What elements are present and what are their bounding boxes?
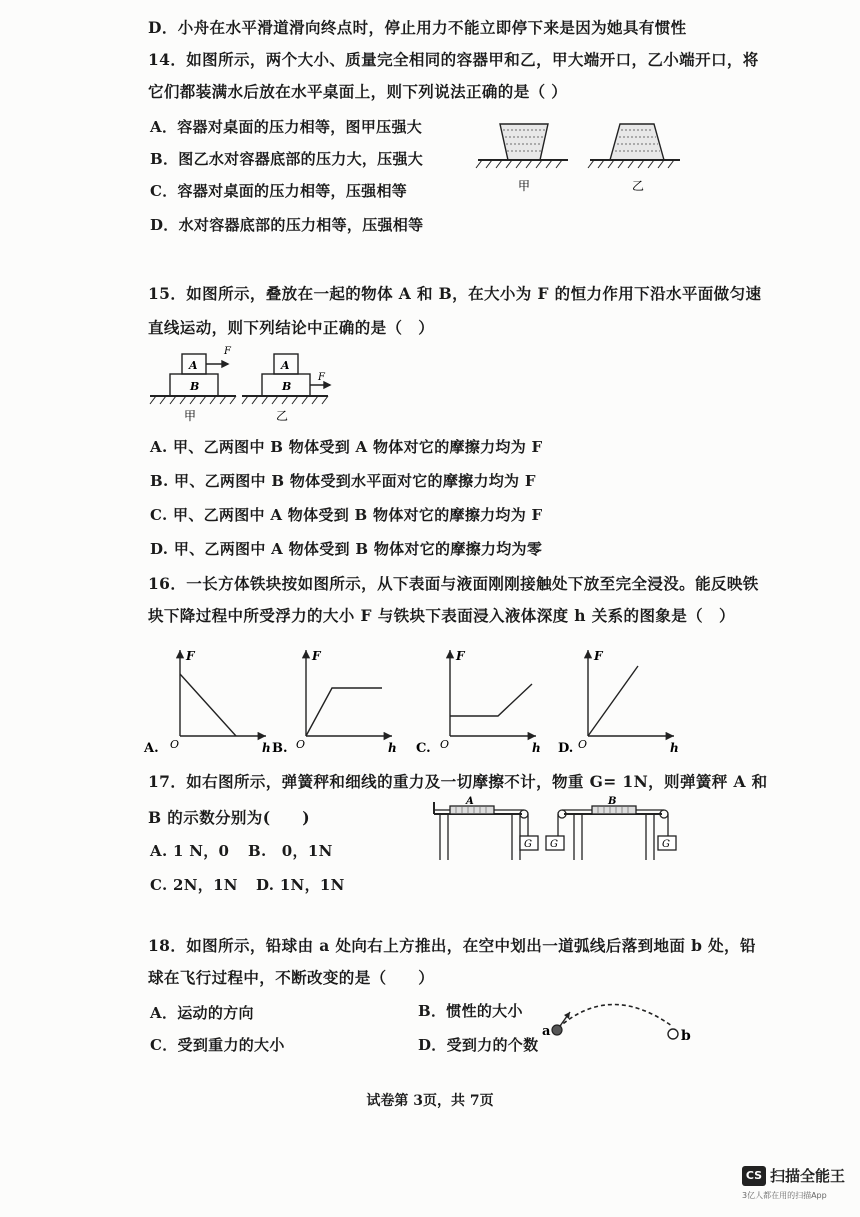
q17-weight-right: G — [662, 839, 670, 850]
q13-option-d: D．小舟在水平滑道滑向终点时，停止用力不能立即停下来是因为她具有惯性 — [148, 18, 687, 37]
q18-trajectory-figure — [540, 990, 700, 1050]
graph-a-curve — [180, 674, 236, 736]
q15-option-b: B. 甲、乙两图中 B 物体受到水平面对它的摩擦力均为 F — [150, 472, 536, 490]
page-footer: 试卷第 3页，共 7页 — [366, 1093, 494, 1109]
q17-option-d: D. 1N，1N — [256, 876, 345, 894]
scanner-app-name: 扫描全能王 — [770, 1167, 846, 1185]
graph-d-origin: O — [578, 738, 588, 751]
graph-d-y-label: F — [594, 649, 603, 663]
q14-label-yi: 乙 — [632, 179, 645, 193]
scanner-logo-badge: CS — [742, 1166, 766, 1186]
graph-c-y-label: F — [456, 649, 465, 663]
scanner-tagline: 3亿人都在用的扫描App — [742, 1191, 827, 1200]
q14-option-d: D．水对容器底部的压力相等，压强相等 — [150, 216, 424, 234]
graph-d-x-label: h — [670, 741, 679, 755]
q18-stem-line1: 18．如图所示，铅球由 a 处向右上方推出，在空中划出一道弧线后落到地面 b 处，铅 — [148, 936, 756, 955]
graph-d-option: D. — [558, 741, 574, 756]
q18-option-d: D．受到力的个数 — [418, 1036, 539, 1054]
q14-stem-line1: 14．如图所示，两个大小、质量完全相同的容器甲和乙，甲大端开口，乙小端开口，将 — [148, 50, 759, 69]
graph-b-option: B. — [272, 741, 288, 756]
q16-stem-line1: 16．一长方体铁块按如图所示，从下表面与液面刚刚接触处下放至完全浸没。能反映铁 — [148, 574, 759, 593]
q17-option-a: A. 1 N，0 — [150, 842, 230, 860]
q16-stem-line2: 块下降过程中所受浮力的大小 F 与铁块下表面浸入液体深度 h 关系的图象是（ ） — [148, 606, 735, 625]
q15-stem-line2: 直线运动，则下列结论中正确的是（ ） — [148, 318, 435, 337]
q15-jia-block-b: B — [190, 380, 200, 393]
q18-point-b: b — [681, 1028, 691, 1044]
q15-jia-force: F — [224, 346, 231, 357]
q14-option-c: C．容器对桌面的压力相等，压强相等 — [150, 182, 408, 200]
graph-b-x-label: h — [388, 741, 397, 755]
graph-b-y-label: F — [312, 649, 321, 663]
q17-stem-line2: B 的示数分别为( ) — [148, 808, 310, 827]
q15-yi-block-b: B — [282, 380, 292, 393]
q17-option-b: B. 0，1N — [248, 842, 333, 860]
q15-label-yi: 乙 — [276, 409, 289, 423]
graph-b-origin: O — [296, 738, 306, 751]
q14-option-b: B．图乙水对容器底部的压力大，压强大 — [150, 150, 424, 168]
graph-c-curve — [450, 684, 532, 716]
q18-option-b: B．惯性的大小 — [418, 1002, 523, 1020]
graph-c-origin: O — [440, 738, 450, 751]
q17-stem-line1: 17．如右图所示，弹簧秤和细线的重力及一切摩擦不计，物重 G= 1N，则弹簧秤 A 和 — [148, 772, 768, 791]
q15-yi-block-a: A — [281, 359, 290, 372]
graph-d-curve — [588, 666, 638, 736]
q17-scale-b-label: B — [608, 796, 617, 807]
q15-blocks-figure — [148, 342, 348, 434]
graph-a-x-label: h — [262, 741, 271, 755]
graph-a-option: A. — [144, 741, 159, 756]
q17-weight-left: G — [524, 839, 532, 850]
q18-option-a: A．运动的方向 — [150, 1004, 254, 1022]
q15-stem-line1: 15．如图所示，叠放在一起的物体 A 和 B，在大小为 F 的恒力作用下沿水平面做匀速 — [148, 284, 762, 303]
q15-option-a: A. 甲、乙两图中 B 物体受到 A 物体对它的摩擦力均为 F — [150, 438, 543, 456]
q17-spring-scale-figure — [428, 796, 692, 864]
scanner-watermark — [742, 1166, 848, 1206]
q16-graphs-figure — [144, 640, 690, 760]
q14-stem-line2: 它们都装满水后放在水平桌面上，则下列说法正确的是（ ） — [148, 82, 568, 101]
graph-c-option: C. — [416, 741, 431, 756]
graph-a-y-label: F — [186, 649, 195, 663]
q14-containers-figure — [470, 112, 690, 202]
q15-option-c: C. 甲、乙两图中 A 物体受到 B 物体对它的摩擦力均为 F — [150, 506, 543, 524]
q14-label-jia: 甲 — [518, 179, 531, 193]
q18-stem-line2: 球在飞行过程中，不断改变的是（ ） — [148, 968, 435, 987]
q18-option-c: C．受到重力的大小 — [150, 1036, 285, 1054]
graph-a-origin: O — [170, 738, 180, 751]
graph-b-curve — [306, 688, 382, 736]
graph-c-x-label: h — [532, 741, 541, 755]
q15-jia-block-a: A — [189, 359, 198, 372]
q14-option-a: A．容器对桌面的压力相等，图甲压强大 — [150, 118, 423, 136]
q17-option-c: C. 2N，1N — [150, 876, 238, 894]
q15-option-d: D. 甲、乙两图中 A 物体受到 B 物体对它的摩擦力均为零 — [150, 540, 543, 558]
q17-weight-mid: G — [550, 839, 558, 850]
q15-yi-force: F — [318, 372, 325, 383]
q18-point-a: a — [542, 1024, 551, 1039]
q17-scale-a-label: A — [466, 796, 474, 807]
q15-label-jia: 甲 — [184, 409, 197, 423]
